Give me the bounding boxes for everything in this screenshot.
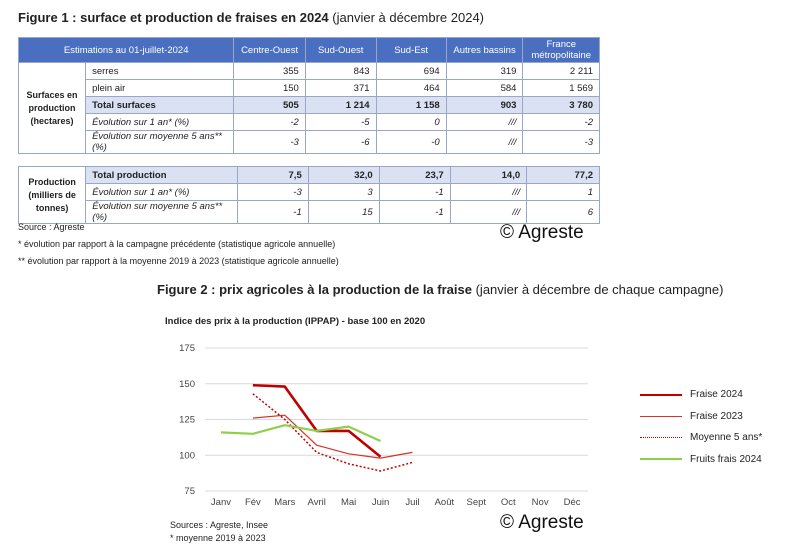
table-cell: 32,0 [308, 167, 379, 184]
table-cell: -1 [238, 201, 309, 224]
table-cell: 1 214 [305, 97, 376, 114]
x-tick-label: Oct [500, 497, 516, 508]
figure2-title-rest: (janvier à décembre de chaque campagne) [471, 282, 724, 297]
table-cell: -3 [234, 131, 305, 154]
row-label: Total production [86, 167, 238, 184]
chart-footnote: * moyenne 2019 à 2023 [170, 533, 266, 543]
table-cell: 371 [305, 80, 376, 97]
table-row [19, 63, 600, 80]
surfaces-table [18, 37, 600, 154]
table-row [19, 97, 600, 114]
price-index-chart [160, 336, 600, 516]
row-group-label: Production (milliers de tonnes) [19, 167, 86, 224]
footnote-2: ** évolution par rapport à la moyenne 2019 à 2023 (statistique agricole annuelle) [18, 256, 339, 266]
table-cell: /// [446, 114, 523, 131]
table-row [19, 131, 600, 154]
series-line-fraise-2023 [253, 415, 413, 458]
row-label: plein air [86, 80, 234, 97]
figure1-title-rest: (janvier à décembre 2024) [328, 10, 485, 25]
source-note: Source : Agreste [18, 222, 85, 232]
figure2-title [157, 282, 723, 297]
legend-item [640, 406, 762, 428]
table-cell: 319 [446, 63, 523, 80]
legend-swatch [640, 416, 682, 417]
footnote-1: * évolution par rapport à la campagne précédente (statistique agricole annuelle) [18, 239, 336, 249]
table-cell: 694 [376, 63, 446, 80]
table-cell: 7,5 [238, 167, 309, 184]
y-tick-label: 100 [179, 450, 195, 462]
table-cell: -0 [376, 131, 446, 154]
x-tick-label: Déc [563, 497, 581, 508]
row-label: Évolution sur 1 an* (%) [86, 184, 238, 201]
legend-item [640, 449, 762, 471]
x-tick-label: Juil [405, 497, 420, 508]
copyright-figure1: © Agreste [500, 222, 584, 243]
row-label: Total surfaces [86, 97, 234, 114]
table-cell: 150 [234, 80, 305, 97]
x-tick-label: Juin [371, 497, 390, 508]
table-cell: 1 158 [376, 97, 446, 114]
series-line-moyenne-5-ans [253, 394, 413, 471]
header-estimations: Estimations au 01-juillet-2024 [19, 38, 234, 63]
legend-label: Fraise 2024 [690, 389, 743, 401]
table-cell: 3 780 [523, 97, 600, 114]
table-cell: -2 [234, 114, 305, 131]
table-cell: 6 [527, 201, 600, 224]
table-cell: 0 [376, 114, 446, 131]
x-tick-label: Août [434, 497, 455, 508]
legend-label: Moyenne 5 ans* [690, 432, 763, 444]
row-label: Évolution sur moyenne 5 ans** (%) [86, 131, 234, 154]
header-col-2: Sud-Est [376, 38, 446, 63]
x-tick-label: Mai [340, 497, 357, 508]
legend-swatch [640, 458, 682, 460]
table-cell: -6 [305, 131, 376, 154]
table-cell: 1 569 [523, 80, 600, 97]
table-cell: 77,2 [527, 167, 600, 184]
y-tick-label: 175 [179, 343, 195, 354]
figure1-title-bold: Figure 1 : surface et production de fraises en 2024 [18, 10, 329, 25]
copyright-figure2: © Agreste [500, 512, 584, 533]
row-label: serres [86, 63, 234, 80]
table-cell: 843 [305, 63, 376, 80]
header-col-3: Autres bassins [446, 38, 523, 63]
table-row [19, 80, 600, 97]
row-label: Évolution sur moyenne 5 ans** (%) [86, 201, 238, 224]
table-row [19, 167, 600, 184]
y-tick-label: 75 [184, 486, 195, 497]
chart-title: Indice des prix à la production (IPPAP) - base 100 en 2020 [165, 316, 426, 327]
table-row [19, 184, 600, 201]
table-cell: 1 [527, 184, 600, 201]
x-tick-label: Avril [307, 497, 326, 508]
table-row [19, 114, 600, 131]
table-cell: -2 [523, 114, 600, 131]
legend-swatch [640, 437, 682, 438]
table-cell: /// [450, 184, 526, 201]
table-row [19, 201, 600, 224]
y-tick-label: 150 [179, 378, 195, 390]
table-cell: 14,0 [450, 167, 526, 184]
x-tick-label: Nov [531, 497, 549, 508]
legend-item [640, 384, 762, 406]
header-col-0: Centre-Ouest [234, 38, 305, 63]
row-label: Évolution sur 1 an* (%) [86, 114, 234, 131]
table-cell: -5 [305, 114, 376, 131]
legend-item [640, 427, 762, 449]
table-cell: 584 [446, 80, 523, 97]
table-cell: -3 [238, 184, 309, 201]
legend-label: Fruits frais 2024 [690, 453, 762, 465]
row-group-label: Surfaces en production (hectares) [19, 63, 86, 154]
x-tick-label: Sept [466, 497, 487, 508]
table-cell: -3 [523, 131, 600, 154]
header-col-4: France métropolitaine [523, 38, 600, 63]
chart-legend [640, 384, 762, 470]
legend-label: Fraise 2023 [690, 410, 743, 422]
table-cell: 15 [308, 201, 379, 224]
table-cell: 3 [308, 184, 379, 201]
x-tick-label: Fév [244, 497, 261, 508]
table-cell: 23,7 [379, 167, 450, 184]
table-cell: -1 [379, 184, 450, 201]
y-tick-label: 125 [179, 414, 195, 426]
x-tick-label: Janv [210, 497, 231, 508]
x-tick-label: Mars [274, 497, 296, 508]
figure1-title [18, 10, 484, 25]
table-cell: 2 211 [523, 63, 600, 80]
chart-sources: Sources : Agreste, Insee [170, 520, 269, 530]
header-col-1: Sud-Ouest [305, 38, 376, 63]
table-cell: 464 [376, 80, 446, 97]
table-cell: 903 [446, 97, 523, 114]
figure2-title-bold: Figure 2 : prix agricoles à la production de la fraise [157, 282, 472, 297]
production-table [18, 166, 600, 224]
table-cell: 355 [234, 63, 305, 80]
legend-swatch [640, 394, 682, 396]
table-cell: 505 [234, 97, 305, 114]
table-cell: -1 [379, 201, 450, 224]
table-cell: /// [450, 201, 526, 224]
table-cell: /// [446, 131, 523, 154]
series-line-fraise-2024 [253, 385, 381, 457]
